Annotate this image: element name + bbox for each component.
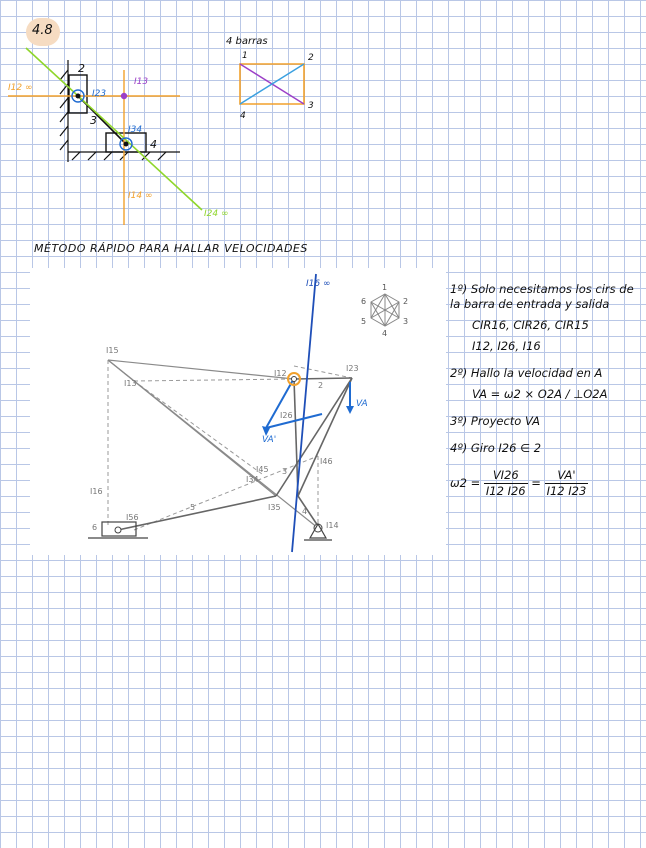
label-i45: I45: [256, 465, 269, 474]
label-i23: I23: [92, 89, 107, 99]
problem-number: 4.8: [32, 23, 53, 38]
omega-den-1: I12 I26: [485, 484, 526, 498]
dash-i13-i45: [134, 381, 262, 474]
hexagon-diagram: [371, 294, 399, 326]
dash-i13-i12: [134, 379, 294, 381]
notes: [450, 282, 640, 499]
step-3: [450, 414, 640, 429]
mechanism-figure: [30, 268, 446, 555]
label-i34: I34: [246, 475, 259, 484]
label-i12: I12 ∞: [8, 83, 33, 93]
vertical-ground: [60, 60, 68, 162]
link-5-bar: [118, 496, 276, 530]
vertex-2: 2: [308, 53, 314, 63]
omega-num-2: VA': [545, 468, 589, 484]
step-2: [450, 366, 640, 402]
label-link-4: 4: [150, 138, 157, 151]
label-i35: I35: [268, 503, 281, 512]
label-i13: I13: [134, 77, 149, 87]
velocity-arrow-va-prime: [266, 380, 293, 428]
step-4-number: 4º): [450, 441, 468, 455]
i24-line: [26, 48, 202, 210]
step-1-text: Solo necesitamos los cirs de la barra de entrada y salida: [450, 282, 634, 311]
label-va: VA: [356, 399, 368, 409]
label-link4: 4: [302, 507, 308, 516]
step-1-list: I12, I26, I16: [472, 339, 541, 353]
hex-label-1: 1: [382, 283, 388, 292]
top-left-sketch: [0, 40, 260, 240]
link-2-to-i26: [294, 379, 298, 496]
label-i16: I16: [90, 487, 103, 496]
label-i24: I24 ∞: [204, 209, 229, 219]
omega-den-2: I12 I23: [546, 484, 587, 498]
step-4-text: Giro I26 ∈ 2: [470, 441, 542, 455]
step-2-equation: VA = ω2 × O2A / ⊥O2A: [472, 387, 608, 401]
line-i15-i12: [108, 360, 294, 379]
joint-i23-inner: [76, 94, 81, 99]
dash-i56-i46: [134, 456, 318, 530]
velocity-projection: [266, 414, 322, 428]
step-1-cirs: CIR16, CIR26, CIR15: [472, 318, 589, 332]
label-i34: I34: [128, 125, 143, 135]
step-3-number: 3º): [450, 414, 468, 428]
omega-lhs: ω2 =: [450, 476, 481, 490]
omega-equals: =: [531, 476, 541, 490]
section-title: MÉTODO RÁPIDO PARA HALLAR VELOCIDADES: [34, 242, 308, 255]
step-2-text: Hallo la velocidad en A: [470, 366, 603, 380]
vertex-3: 3: [308, 101, 314, 111]
omega-num-1: VI26: [484, 468, 528, 484]
step-2-number: 2º): [450, 366, 468, 380]
joint-i12-inner: [292, 377, 297, 382]
omega-fraction-1: [484, 468, 528, 499]
label-link2: 2: [318, 381, 324, 390]
label-i23: I23: [346, 364, 359, 373]
label-i13: I13: [124, 379, 137, 388]
label-link3: 3: [282, 467, 288, 476]
label-link-2: 2: [78, 62, 85, 75]
link-3-bar-a: [276, 378, 352, 496]
joint-i56: [115, 527, 121, 533]
label-i14: I14: [326, 521, 339, 530]
hex-label-3: 3: [403, 317, 409, 326]
hex-label-5: 5: [361, 317, 367, 326]
four-bar-sketch: [222, 32, 332, 122]
step-4: [450, 441, 640, 456]
vertex-4: 4: [240, 111, 246, 121]
mechanism-figure-panel: [30, 268, 446, 555]
step-1-number: 1º): [450, 282, 468, 296]
joint-i34-inner: [124, 142, 129, 147]
step-3-text: Proyecto VA: [470, 414, 540, 428]
i13-point: [121, 93, 127, 99]
step-1: [450, 282, 640, 354]
label-i12: I12: [274, 369, 287, 378]
label-va-prime: VA': [262, 435, 277, 445]
label-link-3: 3: [90, 114, 97, 127]
label-i56: I56: [126, 513, 139, 522]
vertex-1: 1: [242, 51, 248, 61]
omega-fraction-2: [545, 468, 589, 499]
hex-label-4: 4: [382, 329, 388, 338]
omega-equation: [450, 468, 640, 499]
hex-label-2: 2: [403, 297, 409, 306]
label-i15: I15: [106, 346, 119, 355]
label-link6: 6: [92, 523, 98, 532]
label-i16-infinite: I16 ∞: [306, 279, 331, 289]
hex-label-6: 6: [361, 297, 367, 306]
label-i14: I14 ∞: [128, 191, 153, 201]
link-4-bar: [298, 496, 318, 526]
label-i46: I46: [320, 457, 333, 466]
label-i26: I26: [280, 411, 293, 420]
link-2-bar: [294, 378, 352, 379]
label-link5: 5: [190, 503, 196, 512]
dash-i12-i23: [294, 366, 352, 378]
four-bar-title: 4 barras: [226, 36, 268, 47]
arrow-head-va: [346, 406, 354, 414]
